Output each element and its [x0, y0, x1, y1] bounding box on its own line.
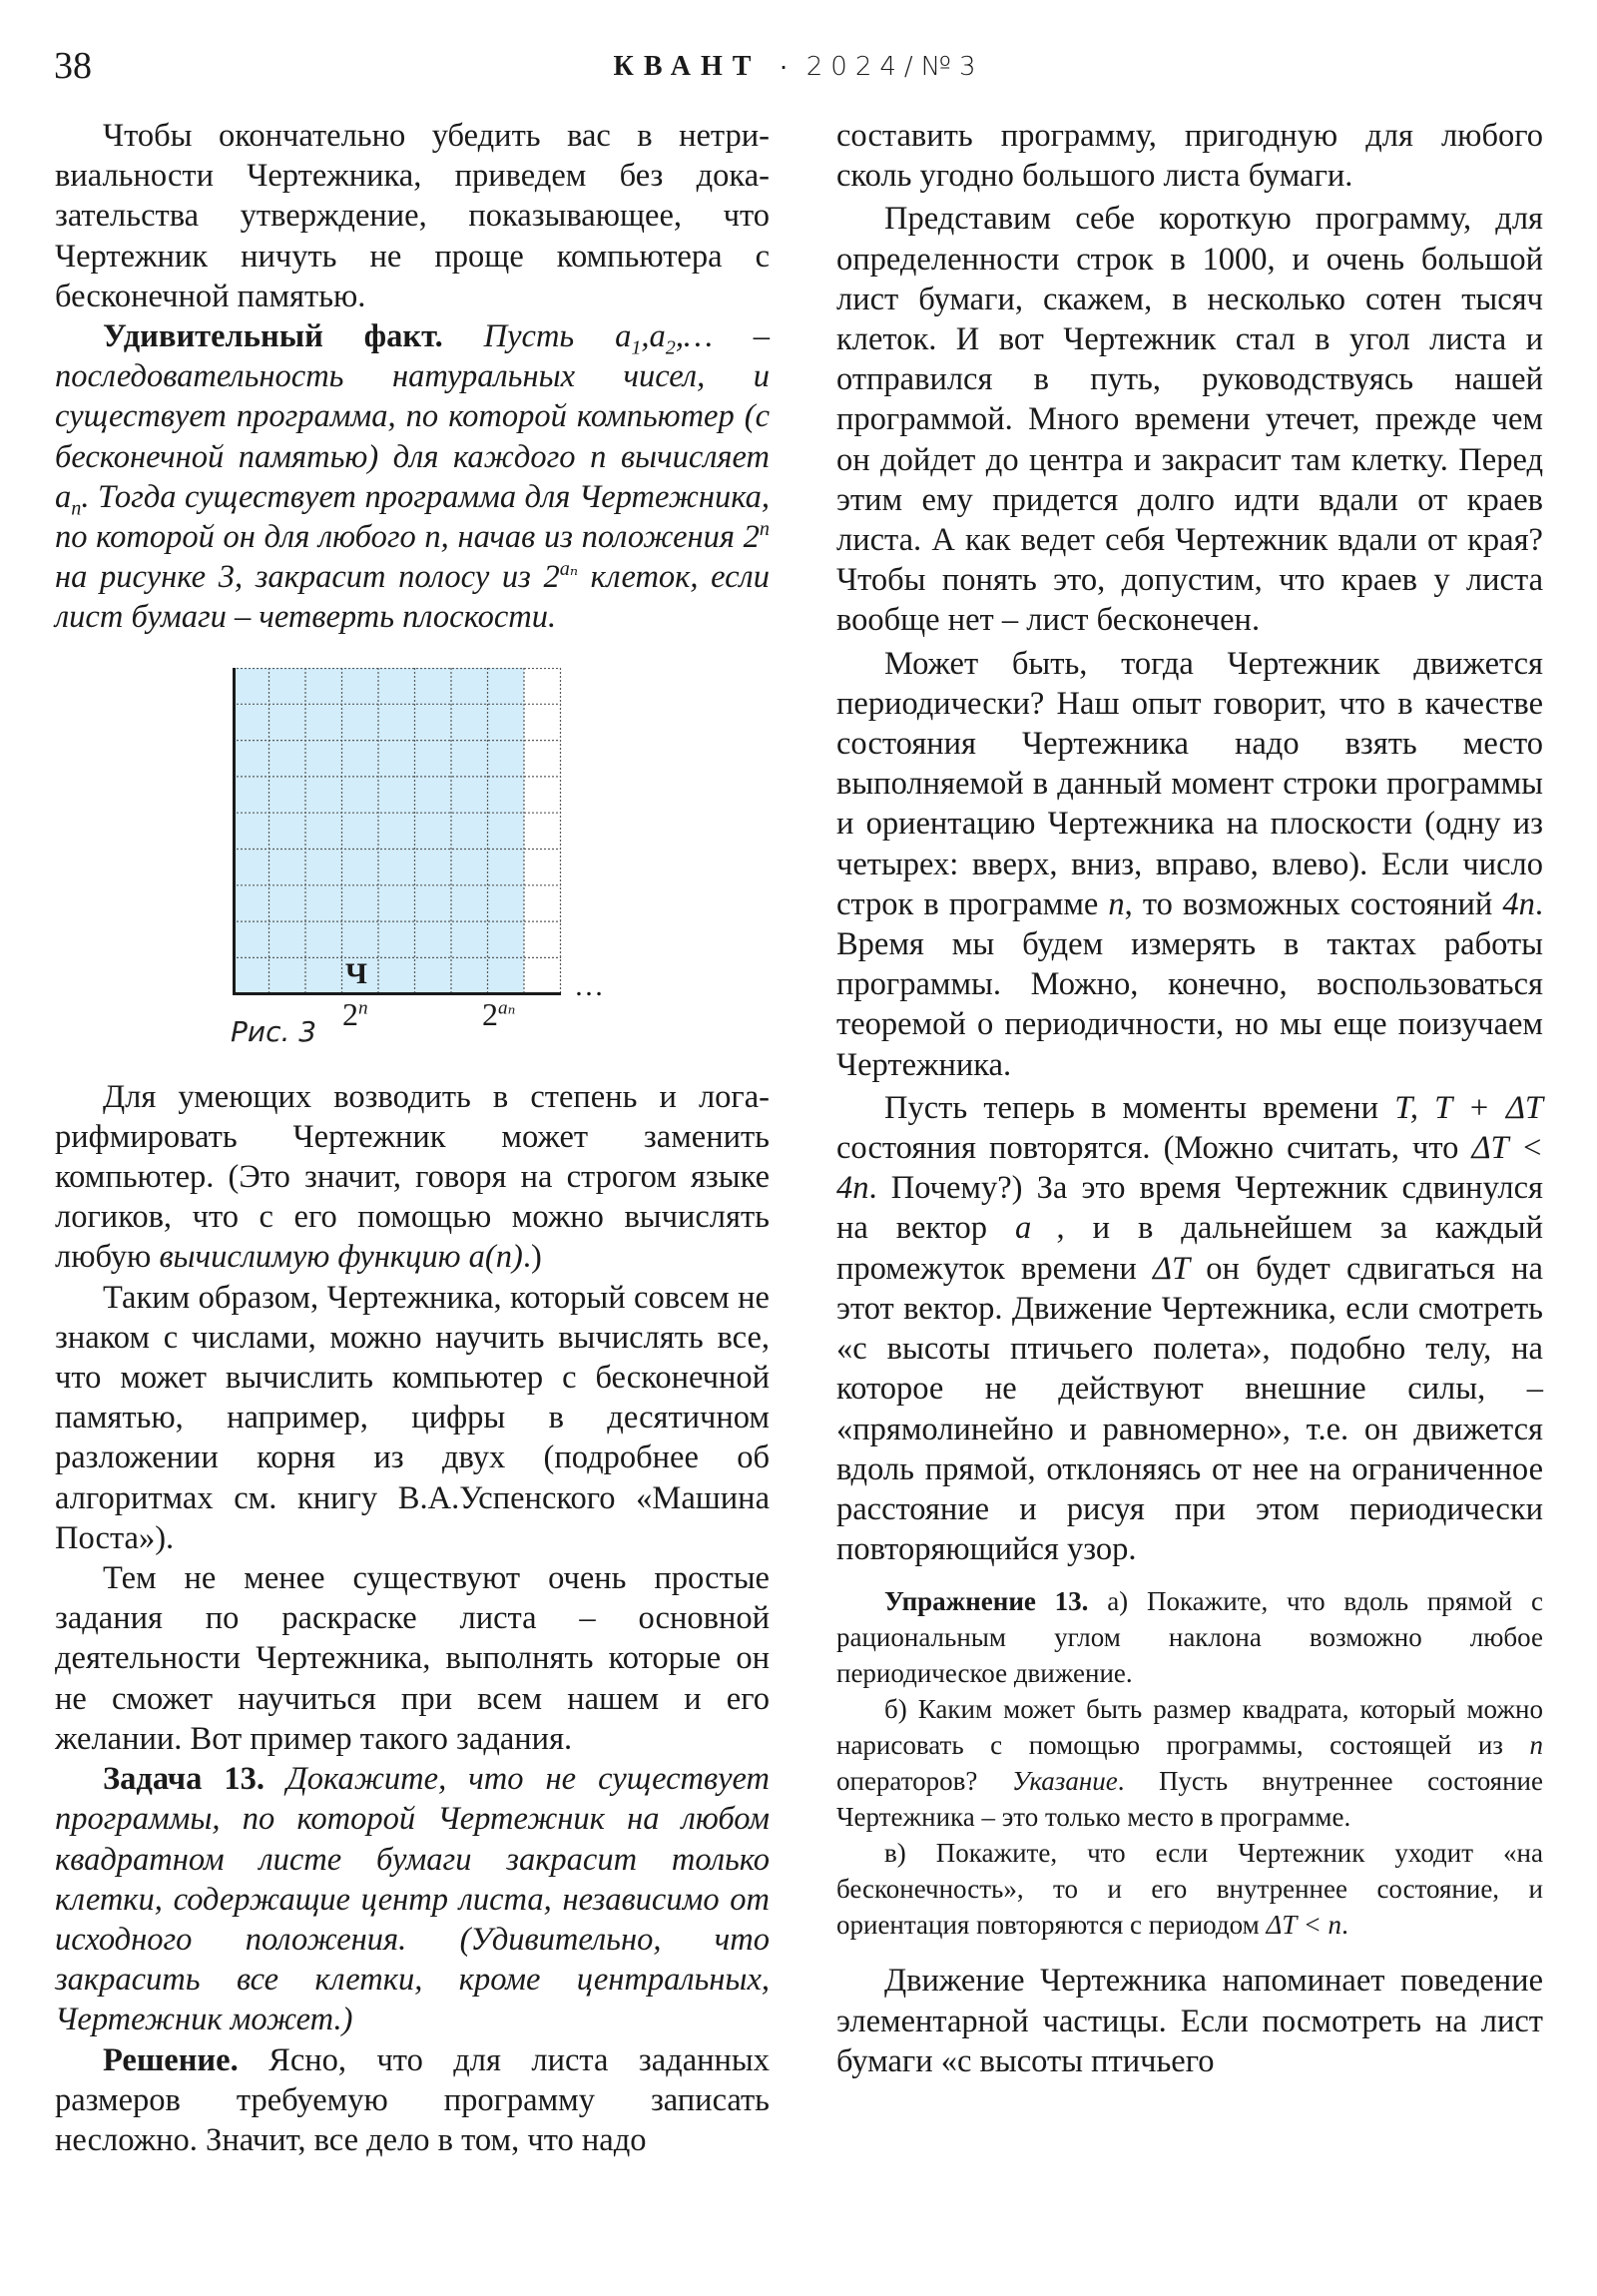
text: . Почему?) За это время Чертежник сдвинулся на вектор	[836, 1170, 1543, 1247]
solution-label: Решение.	[103, 2041, 239, 2078]
solution-text: Ясно, что для листа заданных размеров требуемую программу записать несложно. Значит, все дело в том, что надо	[55, 2041, 770, 2158]
exercise-part-a	[836, 1583, 1543, 1691]
paragraph-nevertheless: Тем не менее существуют очень простые задания по раскраске листа – основной деятельности Чертежника, выполнять которые он не сможет научиться при всем нашем и его желании. Вот пример такого задания.	[55, 1560, 770, 1757]
fact-label: Удивительный факт.	[103, 318, 443, 355]
math: T, T + ΔT	[1394, 1089, 1544, 1126]
paragraph-periodic	[836, 644, 1543, 1085]
exercise-part-b	[836, 1691, 1543, 1835]
issue-number: 2024/№3	[805, 52, 984, 82]
text: а) Покажите, что вдоль прямой с рациональным углом наклона возможно любое периодическое движение.	[836, 1586, 1544, 1689]
exercise-label: Упражнение 13.	[884, 1586, 1089, 1617]
label-2-to-an	[482, 996, 515, 1032]
paragraph-amazing-fact	[55, 316, 770, 638]
fact-text-part: клеток, если лист бумаги – четверть плоскости.	[55, 559, 770, 636]
hint-label: Указание	[1011, 1766, 1118, 1797]
math: n	[1108, 885, 1125, 922]
math: ΔT < n	[1266, 1910, 1342, 1941]
label-2-to-n	[342, 996, 368, 1032]
grid-sheet	[233, 668, 561, 994]
fact-text	[55, 318, 770, 635]
grid-lines	[233, 668, 572, 997]
fact-text-part: ,… – последовательность натуральных чисел, и существует программа, по которой компьютер (с бесконечной памятью) для каждого n вычисляет a	[55, 318, 770, 515]
fact-text-part: на рисунке 3, закрасит полосу из 2	[55, 559, 560, 596]
text: , то возможных состояний	[1124, 885, 1503, 922]
superscript: aₙ	[559, 558, 578, 581]
text: Для умеющих возводить в степень и логарифмировать Чертежник может заменить компьютер. (Это значит, говоря на строгом языке логиков, что с его помощью можно вычислять любую	[55, 1078, 770, 1276]
subscript: n	[71, 497, 82, 520]
separator-dot: ·	[779, 50, 789, 81]
math: ΔT < 4n	[836, 1130, 1543, 1207]
subscript: 2	[665, 336, 676, 359]
figure-caption: Рис. 3	[231, 1014, 317, 1048]
ellipsis: …	[574, 968, 607, 1002]
page-number: 38	[54, 45, 92, 87]
text: он будет сдвигаться на этот вектор. Движение Чертежника, если смотреть «с высоты птичьего полета», подобно телу, на которое не действуют внешние силы, – «прямолинейно и равномерно», т.е. он движется вдоль прямой, отклоняясь от нее на ограниченное расстояние и рисуя при этом периодически повторяющийся узор.	[836, 1250, 1543, 1568]
italic-term: вычислимую функцию a(n)	[159, 1239, 523, 1276]
paragraph-thus: Таким образом, Чертежника, который совсем не знаком с числами, можно научить вычислять все, что может вычислить компьютер с бесконечной памятью, например, цифры в десятичном разложении корня из двух (подробнее об алгоритмах см. книгу В.А.Успенского «Машина Поста»).	[55, 1279, 770, 1556]
fact-text-part: Пусть a	[483, 318, 632, 355]
math: n	[1529, 1730, 1543, 1761]
paragraph-task-13	[55, 1759, 770, 2039]
fact-text-part: ,a	[641, 318, 666, 355]
superscript: n	[759, 518, 770, 541]
text: состояния повторятся. (Можно считать, что	[836, 1130, 1472, 1167]
subscript: 1	[631, 336, 642, 359]
text: Может быть, тогда Чертежник движется периодически? Наш опыт говорит, что в качестве состояния Чертежника надо взять место выполняемой в данный момент строки программы и ориентацию Чертежника на плоскости (одну из четырех: вверх, вниз, вправо, влево). Если число строк в программе	[836, 645, 1543, 922]
paragraph-solution	[55, 2040, 770, 2161]
text: .)	[522, 1239, 542, 1276]
label-base: 2	[342, 995, 358, 1032]
exercise-part-c	[836, 1835, 1543, 1943]
math-vector: a⃗	[1014, 1210, 1057, 1247]
running-head	[0, 48, 1597, 85]
fact-text-part: . Тогда существует программа для Чертежника, по которой он для любого n, начав из положения 2	[55, 478, 770, 556]
text: . Пусть внутреннее состояние Чертежника – это только место в программе.	[836, 1766, 1543, 1833]
task-label: Задача 13.	[103, 1761, 266, 1798]
paragraph-continued: составить программу, пригодную для любого сколь угодно большого листа бумаги.	[836, 118, 1543, 195]
exercise-13	[836, 1583, 1543, 1943]
text: б) Каким может быть размер квадрата, который можно нарисовать с помощью программы, состоящей из	[836, 1694, 1543, 1761]
text: Пусть теперь в моменты времени	[884, 1089, 1395, 1126]
label-base: 2	[482, 995, 498, 1032]
text: , и в дальнейшем за каждый промежуток времени	[836, 1210, 1543, 1287]
chertezhnik-marker: Ч	[345, 956, 368, 990]
paragraph-short-program: Представим себе короткую программу, для определенности строк в 1000, и очень большой лист бумаги, скажем, в несколько сотен тысяч клеток. И вот Чертежник стал в угол листа и отправился в путь, руководствуясь нашей программой. Много времени утечет, прежде чем он дойдет до центра и закрасит там клетку. Перед этим ему придется долго идти вдали от краев листа. А как ведет себя Чертежник вдали от края? Чтобы понять это, допустим, что краев у листа вообще нет – лист бесконечен.	[836, 201, 1543, 639]
text: в) Покажите, что если Чертежник уходит «на бесконечность», то и его внутреннее состояние, и ориентация повторяются с периодом	[836, 1838, 1543, 1941]
right-column	[836, 116, 1543, 2081]
text: . Время мы будем измерять в тактах работы программы. Можно, конечно, воспользоваться теоремой о периодичности, но мы еще поизучаем Чертежника.	[836, 885, 1543, 1083]
text: .	[1341, 1910, 1348, 1941]
left-column	[55, 116, 770, 2160]
paragraph-exponent	[55, 1077, 770, 1278]
text: операторов?	[836, 1766, 1012, 1797]
figure-3	[55, 652, 770, 1071]
task-text: Докажите, что не существует программы, по которой Чертежник на любом квадратном листе бумаги закрасит только клетки, содержащие центр листа, независимо от исходного положения. (Удивительно, что закрасить все клетки, кроме центральных, Чертежник может.)	[55, 1761, 771, 2038]
math: ΔT	[1152, 1250, 1191, 1287]
paragraph-repeat-states	[836, 1088, 1543, 1569]
math: 4n	[1502, 885, 1535, 922]
journal-title: КВАНТ	[613, 51, 762, 82]
label-exponent: aₙ	[498, 996, 516, 1018]
paragraph-intro: Чтобы окончательно убедить вас в нетривиальности Чертежника, приведем без доказательства утверждение, показывающее, что Чертежник ничуть не проще компьютера с бесконечной памятью.	[55, 118, 770, 314]
paragraph-particle: Движение Чертежника напоминает поведение элементарной частицы. Если посмотреть на лист бумаги «с высоты птичьего	[836, 1963, 1543, 2079]
label-exponent: n	[358, 996, 368, 1018]
